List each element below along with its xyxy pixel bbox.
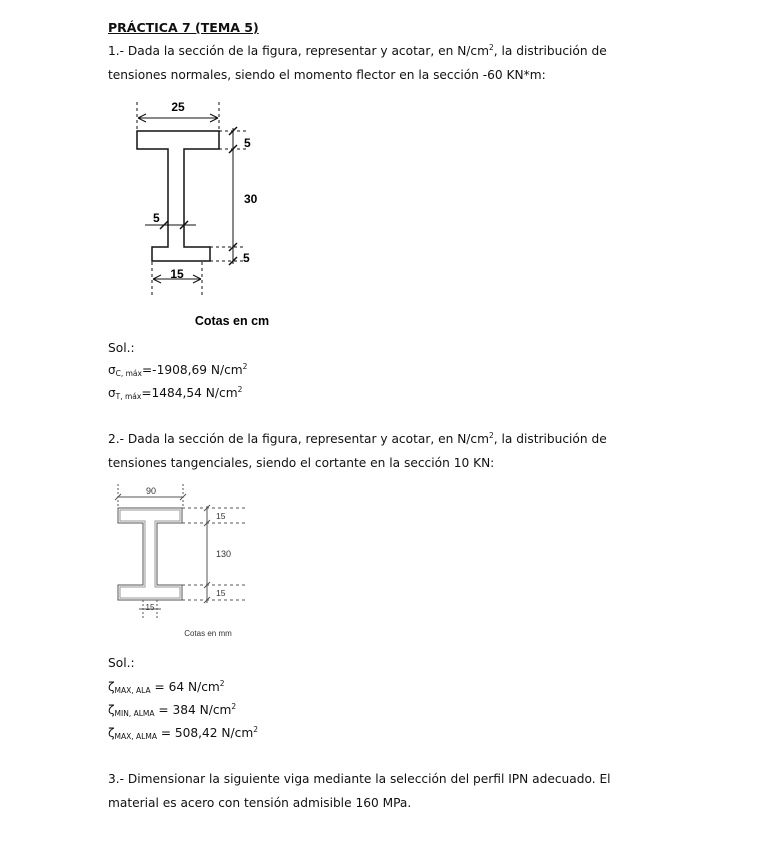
problem-2-sol-2-value: = 384 N/cm — [154, 703, 232, 717]
figure-2-dim-web: 15 — [145, 603, 155, 612]
problem-2-sol-1-sub: MAX, ALA — [114, 686, 151, 695]
problem-1-sol-2-value: =1484,54 N/cm — [141, 386, 238, 400]
figure-2-caption: Cotas en mm — [184, 629, 232, 638]
problem-1-line-1-sup: 2 — [488, 42, 494, 52]
problem-2-sol-2 — [108, 701, 237, 718]
page-title: PRÁCTICA 7 (TEMA 5) — [108, 20, 259, 35]
problem-1-sol-label: Sol.: — [108, 341, 135, 355]
figure-1-dim-top: 25 — [171, 100, 185, 114]
zeta-symbol: ζ — [108, 680, 115, 694]
zeta-symbol: ζ — [108, 726, 115, 740]
problem-2-sol-3-value: = 508,42 N/cm — [156, 726, 254, 740]
figure-1-dim-flange-bottom: 5 — [243, 251, 250, 265]
problem-2-sol-1 — [108, 678, 225, 695]
figure-1-dim-flange-top: 5 — [244, 136, 251, 150]
problem-1-sol-1-sup: 2 — [242, 361, 248, 371]
problem-1-line-2: tensiones normales, siendo el momento flector en la sección -60 KN*m: — [108, 68, 546, 82]
problem-2-sol-label: Sol.: — [108, 656, 135, 670]
problem-2-sol-3-sup: 2 — [253, 724, 259, 734]
problem-1-sol-1-sub: C, máx — [115, 369, 142, 378]
problem-2-sol-2-sup: 2 — [231, 701, 237, 711]
problem-1-line-1-text: 1.- Dada la sección de la figura, representar y acotar, en N/cm — [108, 44, 489, 58]
problem-2-sol-3-sub: MAX, ALMA — [114, 732, 157, 741]
problem-2-sol-3 — [108, 724, 259, 741]
problem-2-line-1-end: , la distribución de — [493, 432, 607, 446]
figure-2-dim-flange-bottom: 15 — [216, 588, 226, 598]
figure-1-dim-bottom: 15 — [170, 267, 184, 281]
problem-2-sol-2-sub: MIN, ALMA — [114, 709, 155, 718]
figure-2-dim-flange-top: 15 — [216, 511, 226, 521]
figure-2-section-outline — [118, 508, 182, 600]
figure-1-dim-web: 5 — [153, 211, 160, 225]
problem-2-sol-1-value: = 64 N/cm — [150, 680, 220, 694]
problem-2-sol-1-sup: 2 — [219, 678, 225, 688]
problem-2-line-1-text: 2.- Dada la sección de la figura, representar y acotar, en N/cm — [108, 432, 489, 446]
problem-1-sol-2-sub: T, máx — [115, 392, 142, 401]
problem-1-line-1-end: , la distribución de — [493, 44, 607, 58]
sigma-symbol: σ — [108, 363, 116, 377]
problem-1-sol-1-value: =-1908,69 N/cm — [141, 363, 243, 377]
figure-2-dim-top: 90 — [145, 486, 157, 496]
problem-3-line-2: material es acero con tensión admisible 160 MPa. — [108, 796, 412, 810]
figure-1-caption: Cotas en cm — [194, 314, 270, 328]
problem-2-line-2: tensiones tangenciales, siendo el cortante en la sección 10 KN: — [108, 456, 495, 470]
zeta-symbol: ζ — [108, 703, 115, 717]
figure-2-dim-height: 130 — [216, 549, 232, 559]
figure-1-dim-height: 30 — [244, 192, 258, 206]
problem-2-line-1-sup: 2 — [488, 430, 494, 440]
problem-1-sol-2-sup: 2 — [237, 384, 243, 394]
sigma-symbol: σ — [108, 386, 116, 400]
problem-3-line-1: 3.- Dimensionar la siguiente viga mediante la selección del perfil IPN adecuado. El — [108, 772, 611, 786]
